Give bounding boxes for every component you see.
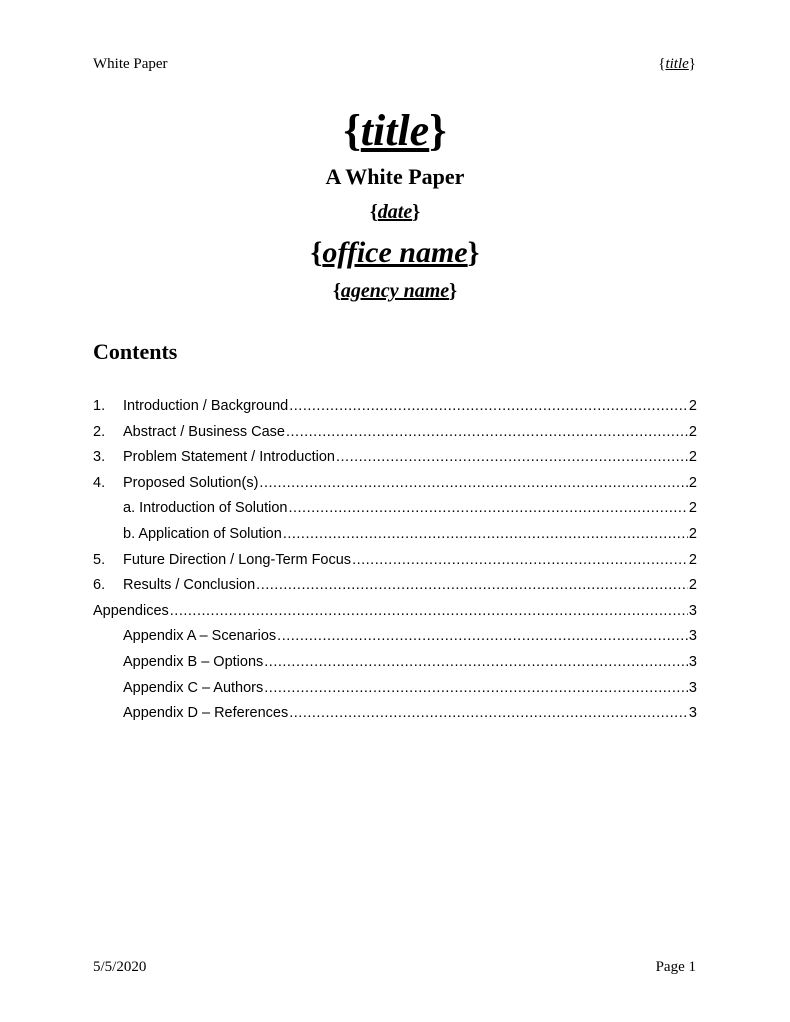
toc-entry-page-number: 2 xyxy=(688,577,697,594)
agency-name-text: agency name xyxy=(340,280,450,302)
toc-entry-page-number: 3 xyxy=(688,653,697,670)
toc-entry-label: Abstract / Business Case xyxy=(123,423,285,440)
footer-page-number: Page 1 xyxy=(655,959,696,975)
toc-entry[interactable] xyxy=(93,573,697,599)
toc-entry-page-number: 2 xyxy=(688,525,697,542)
toc-entry-label: Appendices xyxy=(93,602,169,619)
toc-entry[interactable] xyxy=(93,650,697,676)
toc-entry-page-number: 3 xyxy=(688,679,697,696)
toc-entry-page-number: 3 xyxy=(688,628,697,645)
toc-entry-label: Appendix A – Scenarios xyxy=(123,628,277,645)
document-subtitle: A White Paper xyxy=(325,164,465,189)
toc-entry-label: Problem Statement / Introduction xyxy=(123,449,335,466)
toc-dot-leader xyxy=(264,650,688,676)
toc-entry-page-number: 2 xyxy=(688,474,697,491)
toc-dot-leader xyxy=(289,701,688,727)
toc-dot-leader xyxy=(286,420,688,446)
toc-entry-page-number: 2 xyxy=(688,423,697,440)
header-left-text: White Paper xyxy=(93,56,168,72)
toc-entry-number: 1. xyxy=(93,398,106,414)
toc-dot-leader xyxy=(352,548,688,574)
toc-entry-label: Proposed Solution(s) xyxy=(123,474,259,491)
toc-entry-label: Appendix C – Authors xyxy=(123,679,264,696)
toc-entry-page-number: 2 xyxy=(688,398,697,414)
toc-entry[interactable] xyxy=(93,522,697,548)
footer-date: 5/5/2020 xyxy=(93,959,147,975)
toc-entry[interactable] xyxy=(93,445,697,471)
toc-entry-label: a. Introduction of Solution xyxy=(123,500,288,517)
agency-name: {agency name} xyxy=(332,280,458,302)
toc-entry[interactable] xyxy=(93,394,697,420)
office-name-text: office name xyxy=(322,236,468,269)
toc-dot-leader xyxy=(288,496,687,522)
table-of-contents xyxy=(93,394,697,727)
toc-dot-leader xyxy=(283,522,688,548)
toc-dot-leader xyxy=(289,394,688,420)
toc-entry-page-number: 2 xyxy=(688,551,697,568)
toc-entry-page-number: 3 xyxy=(688,705,697,722)
contents-heading: Contents xyxy=(93,339,178,364)
toc-entry-number: 4. xyxy=(93,474,106,491)
toc-entry[interactable] xyxy=(93,624,697,650)
page-header xyxy=(93,55,696,73)
toc-entry-label: b. Application of Solution xyxy=(123,525,282,542)
toc-dot-leader xyxy=(264,676,688,702)
document-date-text: date xyxy=(377,201,413,223)
toc-entry[interactable] xyxy=(93,599,697,625)
toc-entry-label: Future Direction / Long-Term Focus xyxy=(123,551,352,568)
toc-entry[interactable] xyxy=(93,701,697,727)
page-footer xyxy=(93,958,696,976)
toc-entry-label: Introduction / Background xyxy=(123,398,289,414)
toc-dot-leader xyxy=(336,445,688,471)
toc-entry-page-number: 2 xyxy=(688,500,697,517)
toc-entry[interactable] xyxy=(93,471,697,497)
toc-entry-label: Appendix D – References xyxy=(123,705,289,722)
toc-entry-label: Appendix B – Options xyxy=(123,653,264,670)
toc-entry[interactable] xyxy=(93,420,697,446)
document-title-text: title xyxy=(360,106,430,155)
toc-dot-leader xyxy=(256,573,688,599)
toc-dot-leader xyxy=(170,599,688,625)
document-title: {title} xyxy=(343,106,447,155)
toc-entry-page-number: 3 xyxy=(688,602,697,619)
office-name: {office name} xyxy=(310,236,480,269)
toc-entry-number: 5. xyxy=(93,551,106,568)
toc-entry-label: Results / Conclusion xyxy=(123,577,256,594)
toc-entry-number: 6. xyxy=(93,577,106,594)
toc-entry[interactable] xyxy=(93,676,697,702)
toc-entry-page-number: 2 xyxy=(688,449,697,466)
header-title-text: title xyxy=(665,56,689,72)
header-title-placeholder: {title} xyxy=(658,56,696,72)
toc-entry-number: 2. xyxy=(93,423,106,440)
toc-entry[interactable] xyxy=(93,496,697,522)
document-date: {date} xyxy=(369,201,421,223)
toc-dot-leader xyxy=(259,471,688,497)
toc-entry-number: 3. xyxy=(93,449,106,466)
toc-entry[interactable] xyxy=(93,548,697,574)
toc-dot-leader xyxy=(277,624,688,650)
